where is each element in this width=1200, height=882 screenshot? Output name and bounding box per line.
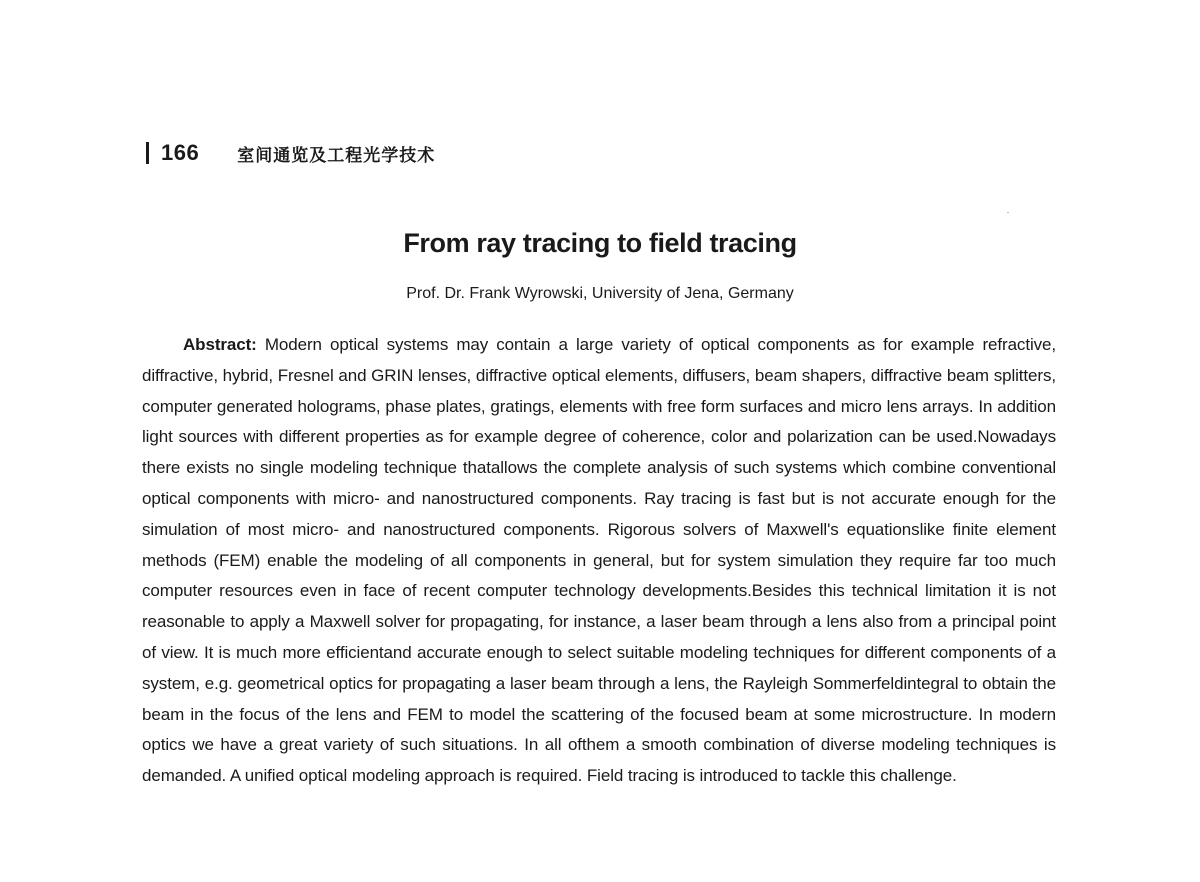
abstract-paragraph xyxy=(142,330,1056,792)
article-title: From ray tracing to field tracing xyxy=(403,228,797,258)
header-rule xyxy=(146,142,149,164)
running-header xyxy=(146,138,435,168)
scan-speck xyxy=(1007,212,1009,213)
page-number: 166 xyxy=(161,140,200,165)
article-author: Prof. Dr. Frank Wyrowski, University of Jena, Germany xyxy=(406,285,794,302)
abstract-label: Abstract: xyxy=(183,335,257,354)
abstract-text: Modern optical systems may contain a large variety of optical components as for example refractive, diffractive, hybrid, Fresnel and GRIN lenses, diffractive optical elements, diffusers, beam shapers, diffractive beam splitters, computer generated holograms, phase plates, gratings, elements with free form surfaces and micro lens arrays. In addition light sources with different properties as for example degree of coherence, color and polarization can be used.Nowadays there exists no single modeling technique thatallows the complete analysis of such systems which combine conventional optical components with micro- and nanostructured components. Ray tracing is fast but is not accurate enough for the simulation of most micro- and nanostructured components. Rigorous solvers of Maxwell's equationslike finite element methods (FEM) enable the modeling of all components in general, but for system simulation they require far too much computer resources even in face of recent computer technology developments.Besides this technical limitation it is not reasonable to apply a Maxwell solver for propagating, for instance, a laser beam through a lens also from a principal point of view. It is much more efficientand accurate enough to select suitable modeling techniques for different components of a system, e.g. geometrical optics for propagating a laser beam through a lens, the Rayleigh Sommerfeldintegral to obtain the beam in the focus of the lens and FEM to model the scattering of the focused beam at some microstructure. In modern optics we have a great variety of such situations. In all ofthem a smooth combination of diverse modeling techniques is demanded. A unified optical modeling approach is required. Field tracing is introduced to tackle this challenge. xyxy=(142,335,1057,786)
journal-title: 室间通览及工程光学技术 xyxy=(237,145,436,166)
